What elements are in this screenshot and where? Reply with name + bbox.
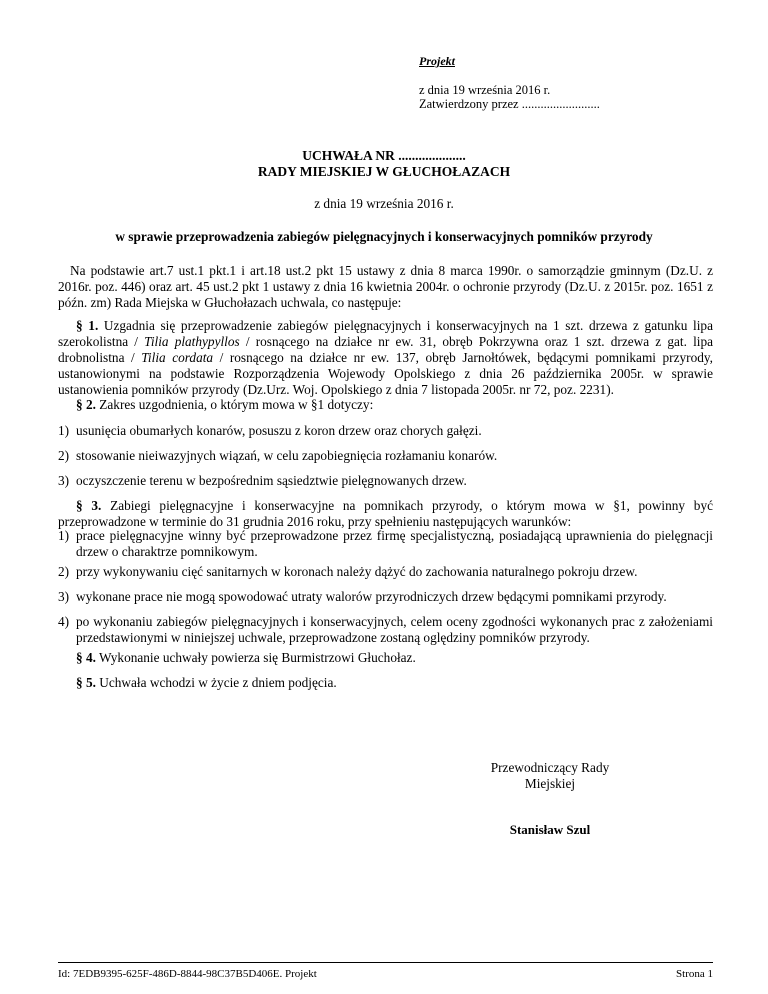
signatory-title-line2: Miejskiej: [524, 776, 576, 791]
list-item-text: po wykonaniu zabiegów pielęgnacyjnych i konserwacyjnych, celem oceny zgodności wykonanych prac z założeniami przedstawionymi w niniejszej uchwale, przeprowadzone zostaną oględziny pomników przyrody.: [76, 614, 713, 645]
section-4-text: Wykonanie uchwały powierza się Burmistrzowi Głuchołaz.: [95, 650, 416, 665]
list-item: [58, 589, 713, 605]
signatory-title-line1: Przewodniczący Rady: [490, 760, 610, 775]
list-item: [58, 528, 713, 560]
list-item-text: usunięcia obumarłych konarów, posuszu z koron drzew oraz chorych gałęzi.: [76, 423, 482, 438]
section-1-text-c: / rosnącego na działce nr ew. 137, obręb Jarnołtówek, będącymi pomnikami przyrody, ustanowionymi na podstawie Rozporządzenia Wojewody Opolskiego z dnia 26 października 2005r. w sprawie ustanowienia pomników przyrody (Dz.Urz. Woj. Opolskiego z dnia 7 listopada 2005r. nr 72, poz. 2231).: [58, 350, 713, 397]
list-item: [58, 448, 713, 464]
resolution-number: UCHWAŁA NR ....................: [302, 148, 466, 163]
section-1-text-a: Uzgadnia się przeprowadzenie zabiegów pielęgnacyjnych i konserwacyjnych na 1 szt. drzewa z gatunku lipa szerokolistna /: [58, 318, 713, 349]
draft-label: Projekt: [419, 54, 455, 68]
section-2-number: § 2.: [76, 397, 96, 412]
section-4: [76, 650, 713, 666]
draft-date: z dnia 19 września 2016 r.: [419, 83, 551, 97]
section-4-number: § 4.: [76, 650, 96, 665]
list-item-number: 3): [58, 589, 70, 604]
section-3: [58, 498, 713, 530]
section-5: [76, 675, 713, 691]
section-5-text: Uchwała wchodzi w życie z dniem podjęcia.: [95, 675, 337, 690]
legal-basis-paragraph: Na podstawie art.7 ust.1 pkt.1 i art.18 ust.2 pkt 15 ustawy z dnia 8 marca 1990r. o samorządzie gminnym (Dz.U. z 2016r. poz. 446) oraz art. 45 ust.2 pkt 1 ustawy z dnia 16 kwietnia 2004r. o ochronie przyrody (Dz.U. z 2015r. poz. 1651 z późn. zm) Rada Miejska w Głuchołazach uchwala, co następuje:: [58, 263, 713, 310]
list-item: [58, 614, 713, 646]
list-item-number: 4): [58, 614, 70, 629]
signatory-name: Stanisław Szul: [509, 822, 591, 837]
species-name-1: Tilia plathypyllos: [144, 334, 240, 349]
list-item: [58, 564, 713, 580]
approved-by-line: Zatwierdzony przez .........................: [419, 97, 600, 111]
list-item-text: stosowanie nieiwazyjnych wiązań, w celu zapobiegnięcia rozłamaniu konarów.: [76, 448, 498, 463]
section-1-number: § 1.: [76, 318, 99, 333]
list-item-number: 3): [58, 473, 70, 488]
document-id: Id: 7EDB9395-625F-486D-8844-98C37B5D406E. Projekt: [58, 968, 317, 980]
section-5-number: § 5.: [76, 675, 96, 690]
section-3-text: Zabiegi pielęgnacyjne i konserwacyjne na pomnikach przyrody, o którym mowa w §1, powinny być przeprowadzone w terminie do 31 grudnia 2016 roku, przy spełnieniu następujących warunków:: [58, 498, 713, 529]
list-item-text: przy wykonywaniu cięć sanitarnych w koronach należy dążyć do zachowania naturalnego pokroju drzew.: [76, 564, 638, 579]
resolution-subject: w sprawie przeprowadzenia zabiegów pielęgnacyjnych i konserwacyjnych pomników przyrody: [115, 229, 653, 244]
section-3-number: § 3.: [76, 498, 102, 513]
page-number: Strona 1: [676, 968, 713, 980]
resolution-date: z dnia 19 września 2016 r.: [314, 196, 454, 211]
list-item-text: wykonane prace nie mogą spowodować utraty walorów przyrodniczych drzew będącymi pomnikami przyrody.: [76, 589, 667, 604]
section-2: [76, 397, 713, 413]
list-item: [58, 473, 713, 489]
section-1: [58, 318, 713, 398]
signatory-title: [470, 760, 630, 792]
list-item-number: 2): [58, 564, 70, 579]
list-item-text: prace pielęgnacyjne winny być przeprowadzone przez firmę specjalistyczną, posiadającą uprawnienia do pielęgnacji drzew o charaktrze pomnikowym.: [76, 528, 713, 559]
section-1-text-b: / rosnącego na działce nr ew. 31, obręb Pokrzywna oraz 1 szt. drzewa z gat. lipa drobnolistna /: [58, 334, 714, 365]
section-2-text: Zakres uzgodnienia, o którym mowa w §1 dotyczy:: [95, 397, 374, 412]
list-item-number: 1): [58, 423, 70, 438]
list-item: [58, 423, 713, 439]
species-name-2: Tilia cordata: [141, 350, 214, 365]
council-name: RADY MIEJSKIEJ W GŁUCHOŁAZACH: [257, 164, 511, 179]
list-item-number: 2): [58, 448, 70, 463]
list-item-number: 1): [58, 528, 70, 543]
footer-divider: [58, 962, 713, 963]
list-item-text: oczyszczenie terenu w bezpośrednim sąsiedztwie pielęgnowanych drzew.: [76, 473, 467, 488]
